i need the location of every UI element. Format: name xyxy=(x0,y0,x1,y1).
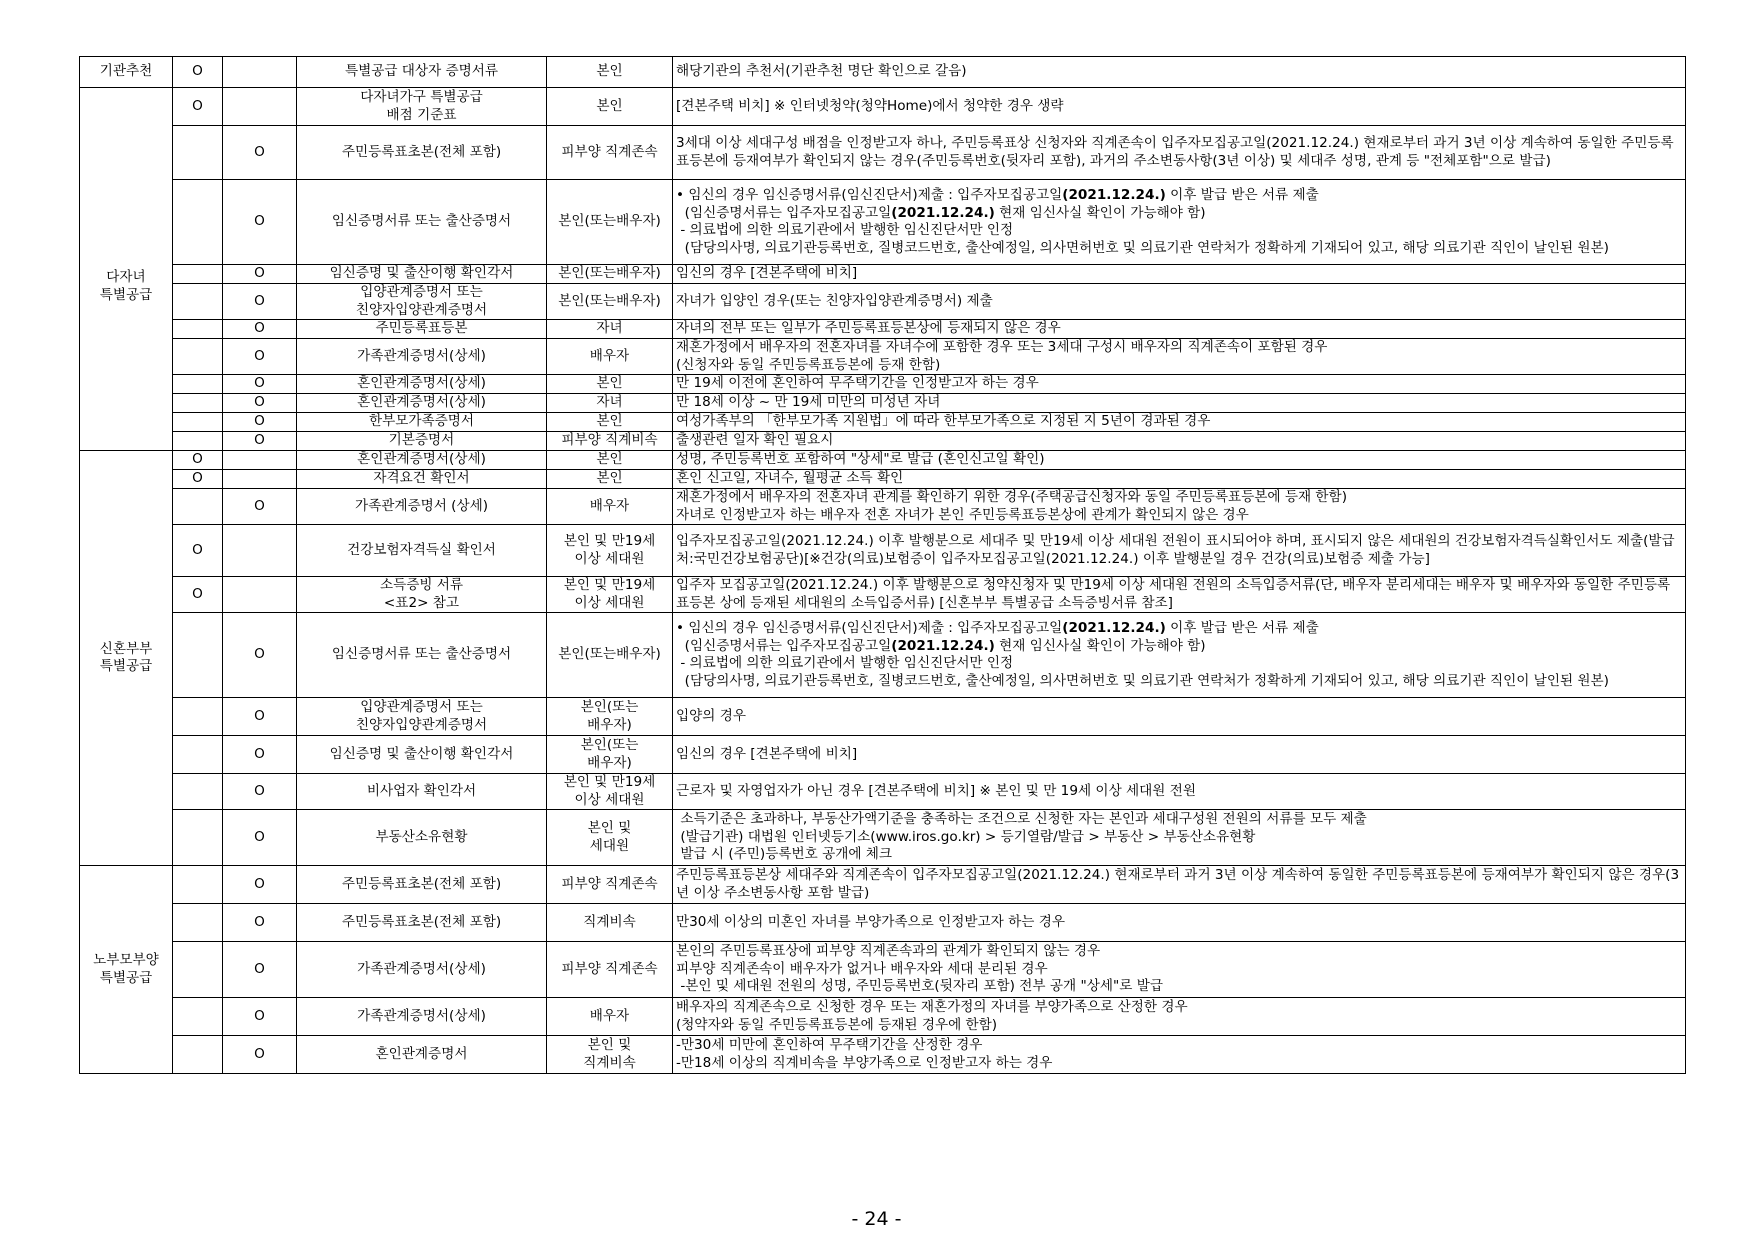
page-number: - 24 - xyxy=(851,1208,902,1230)
description: 자녀의 전부 또는 일부가 주민등록표등본상에 등재되지 않은 경우 xyxy=(673,320,1686,339)
mark-col1 xyxy=(173,413,223,432)
issue-target: 본인 xyxy=(547,470,673,489)
mark-col1: O xyxy=(173,525,223,577)
issue-target: 본인 xyxy=(547,375,673,394)
table-row xyxy=(80,413,1686,432)
mark-col1: O xyxy=(173,451,223,470)
document-name: 혼인관계증명서(상세) xyxy=(297,451,547,470)
mark-col2 xyxy=(223,470,297,489)
description: • 임신의 경우 임신증명서류(임신진단서)제출 : 입주자모집공고일(2021.12.24.) 이후 발급 받은 서류 제출 (임신증명서류는 입주자모집공고일(2021.12.24.) 현재 임신사실 확인이 가능해야 함) - 의료법에 의한 의료기관에서 발행한 임신진단서만 인정 (담당의사명, 의료기관등록번호, 질병코드번호, 출산예정일, 의사면허번호 및 의료기관 연락처가 정확하게 기재되어 있고, 해당 의료기관 직인이 날인된 원본) xyxy=(673,613,1686,698)
mark-col2: O xyxy=(223,320,297,339)
document-name: 주민등록표초본(전체 포함) xyxy=(297,866,547,904)
mark-col1 xyxy=(173,613,223,698)
issue-target: 본인(또는 배우자) xyxy=(547,736,673,774)
document-table-container xyxy=(79,56,1685,1074)
description: 3세대 이상 세대구성 배점을 인정받고자 하나, 주민등록표상 신청자와 직계존속이 입주자모집공고일(2021.12.24.) 현재로부터 과거 3년 이상 계속하여 동일한 주민등록표등본에 등재여부가 확인되지 않는 경우(주민등록번호(뒷자리 포함), 과거의 주소변동사항(3년 이상) 및 세대주 성명, 관계 등 "전체포함"으로 발급) xyxy=(673,126,1686,180)
mark-col1: O xyxy=(173,88,223,126)
description: 출생관련 일자 확인 필요시 xyxy=(673,432,1686,451)
mark-col1 xyxy=(173,284,223,320)
document-name: 가족관계증명서(상세) xyxy=(297,942,547,998)
table-row xyxy=(80,810,1686,866)
issue-target: 본인(또는배우자) xyxy=(547,180,673,265)
document-name: 주민등록표등본 xyxy=(297,320,547,339)
mark-col1 xyxy=(173,866,223,904)
issue-target: 본인(또는 배우자) xyxy=(547,698,673,736)
category-cell: 신혼부부 특별공급 xyxy=(80,451,173,866)
mark-col1 xyxy=(173,432,223,451)
issue-target: 본인(또는배우자) xyxy=(547,284,673,320)
issue-target: 피부양 직계존속 xyxy=(547,866,673,904)
mark-col1: O xyxy=(173,470,223,489)
description: 성명, 주민등록번호 포함하여 "상세"로 발급 (혼인신고일 확인) xyxy=(673,451,1686,470)
description: 혼인 신고일, 자녀수, 월평균 소득 확인 xyxy=(673,470,1686,489)
table-row xyxy=(80,1036,1686,1074)
description: 입주자 모집공고일(2021.12.24.) 이후 발행분으로 청약신청자 및 만19세 이상 세대원 전원의 소득입증서류(단, 배우자 분리세대는 배우자 및 배우자와 동일한 주민등록표등본 상에 등재된 세대원의 소득입증서류) [신혼부부 특별공급 소득증빙서류 참조] xyxy=(673,577,1686,613)
table-row xyxy=(80,320,1686,339)
category-cell: 기관추천 xyxy=(80,57,173,88)
issue-target: 본인 및 만19세 이상 세대원 xyxy=(547,525,673,577)
mark-col2: O xyxy=(223,866,297,904)
issue-target: 본인 xyxy=(547,57,673,88)
mark-col1 xyxy=(173,698,223,736)
description: 입주자모집공고일(2021.12.24.) 이후 발행분으로 세대주 및 만19세 이상 세대원 전원이 표시되어야 하며, 표시되지 않은 세대원의 건강보험자격득실확인서도 제출(발급처:국민건강보험공단)[※건강(의료)보험증이 입주자모집공고일(2021.12.24.) 이후 발행분일 경우 건강(의료)보험증 제출 가능] xyxy=(673,525,1686,577)
description: 해당기관의 추천서(기관추천 명단 확인으로 갈음) xyxy=(673,57,1686,88)
table-row xyxy=(80,284,1686,320)
mark-col2 xyxy=(223,451,297,470)
mark-col1 xyxy=(173,810,223,866)
table-row xyxy=(80,525,1686,577)
mark-col2: O xyxy=(223,774,297,810)
issue-target: 자녀 xyxy=(547,394,673,413)
description: 임신의 경우 [견본주택에 비치] xyxy=(673,736,1686,774)
mark-col1 xyxy=(173,180,223,265)
mark-col2: O xyxy=(223,810,297,866)
table-row xyxy=(80,451,1686,470)
issue-target: 피부양 직계존속 xyxy=(547,942,673,998)
table-row xyxy=(80,613,1686,698)
mark-col2: O xyxy=(223,998,297,1036)
mark-col2 xyxy=(223,57,297,88)
description: 재혼가정에서 배우자의 전혼자녀 관계를 확인하기 위한 경우(주택공급신청자와 동일 주민등록표등본에 등재 한함) 자녀로 인정받고자 하는 배우자 전혼 자녀가 본인 주민등록표등본상에 관계가 확인되지 않은 경우 xyxy=(673,489,1686,525)
mark-col1: O xyxy=(173,57,223,88)
required-documents-table xyxy=(79,56,1686,1074)
mark-col1 xyxy=(173,339,223,375)
mark-col2: O xyxy=(223,265,297,284)
document-name: 가족관계증명서 (상세) xyxy=(297,489,547,525)
category-cell: 노부모부양 특별공급 xyxy=(80,866,173,1074)
issue-target: 배우자 xyxy=(547,489,673,525)
table-row xyxy=(80,998,1686,1036)
table-row xyxy=(80,57,1686,88)
table-body xyxy=(80,57,1686,1074)
issue-target: 본인 및 세대원 xyxy=(547,810,673,866)
mark-col2: O xyxy=(223,394,297,413)
description: 자녀가 입양인 경우(또는 친양자입양관계증명서) 제출 xyxy=(673,284,1686,320)
mark-col1 xyxy=(173,998,223,1036)
table-row xyxy=(80,489,1686,525)
table-row xyxy=(80,470,1686,489)
description: 만30세 이상의 미혼인 자녀를 부양가족으로 인정받고자 하는 경우 xyxy=(673,904,1686,942)
mark-col1 xyxy=(173,1036,223,1074)
mark-col2: O xyxy=(223,126,297,180)
table-row xyxy=(80,180,1686,265)
mark-col1 xyxy=(173,265,223,284)
category-cell: 다자녀 특별공급 xyxy=(80,88,173,451)
mark-col2: O xyxy=(223,736,297,774)
document-name: 주민등록표초본(전체 포함) xyxy=(297,904,547,942)
document-name: 임신증명 및 출산이행 확인각서 xyxy=(297,736,547,774)
table-row xyxy=(80,88,1686,126)
table-row xyxy=(80,432,1686,451)
mark-col1 xyxy=(173,904,223,942)
document-name: 비사업자 확인각서 xyxy=(297,774,547,810)
document-name: 주민등록표초본(전체 포함) xyxy=(297,126,547,180)
mark-col2 xyxy=(223,525,297,577)
document-name: 혼인관계증명서(상세) xyxy=(297,375,547,394)
issue-target: 본인 및 만19세 이상 세대원 xyxy=(547,577,673,613)
issue-target: 본인(또는배우자) xyxy=(547,613,673,698)
document-name: 다자녀가구 특별공급 배점 기준표 xyxy=(297,88,547,126)
description: • 임신의 경우 임신증명서류(임신진단서)제출 : 입주자모집공고일(2021.12.24.) 이후 발급 받은 서류 제출 (임신증명서류는 입주자모집공고일(2021.12.24.) 현재 임신사실 확인이 가능해야 함) - 의료법에 의한 의료기관에서 발행한 임신진단서만 인정 (담당의사명, 의료기관등록번호, 질병코드번호, 출산예정일, 의사면허번호 및 의료기관 연락처가 정확하게 기재되어 있고, 해당 의료기관 직인이 날인된 원본) xyxy=(673,180,1686,265)
mark-col1 xyxy=(173,126,223,180)
issue-target: 본인 및 직계비속 xyxy=(547,1036,673,1074)
document-name: 한부모가족증명서 xyxy=(297,413,547,432)
table-row xyxy=(80,375,1686,394)
issue-target: 직계비속 xyxy=(547,904,673,942)
issue-target: 배우자 xyxy=(547,339,673,375)
table-row xyxy=(80,126,1686,180)
document-name: 부동산소유현황 xyxy=(297,810,547,866)
mark-col2: O xyxy=(223,284,297,320)
issue-target: 본인(또는배우자) xyxy=(547,265,673,284)
description: 주민등록표등본상 세대주와 직계존속이 입주자모집공고일(2021.12.24.) 현재로부터 과거 3년 이상 계속하여 동일한 주민등록표등본에 등재여부가 확인되지 않은 경우(3년 이상 주소변동사항 포함 발급) xyxy=(673,866,1686,904)
mark-col1 xyxy=(173,394,223,413)
issue-target: 본인 및 만19세 이상 세대원 xyxy=(547,774,673,810)
issue-target: 본인 xyxy=(547,413,673,432)
description: 배우자의 직계존속으로 신청한 경우 또는 재혼가정의 자녀를 부양가족으로 산정한 경우 (청약자와 동일 주민등록표등본에 등재된 경우에 한함) xyxy=(673,998,1686,1036)
table-row xyxy=(80,866,1686,904)
mark-col1 xyxy=(173,320,223,339)
mark-col1 xyxy=(173,375,223,394)
issue-target: 피부양 직계존속 xyxy=(547,126,673,180)
mark-col2: O xyxy=(223,942,297,998)
table-row xyxy=(80,942,1686,998)
mark-col2 xyxy=(223,577,297,613)
table-row xyxy=(80,736,1686,774)
description: [견본주택 비치] ※ 인터넷청약(청약Home)에서 청약한 경우 생략 xyxy=(673,88,1686,126)
table-row xyxy=(80,577,1686,613)
document-name: 건강보험자격득실 확인서 xyxy=(297,525,547,577)
description: 만 19세 이전에 혼인하여 무주택기간을 인정받고자 하는 경우 xyxy=(673,375,1686,394)
description: 만 18세 이상 ~ 만 19세 미만의 미성년 자녀 xyxy=(673,394,1686,413)
document-name: 혼인관계증명서(상세) xyxy=(297,394,547,413)
document-name: 혼인관계증명서 xyxy=(297,1036,547,1074)
table-row xyxy=(80,339,1686,375)
document-name: 기본증명서 xyxy=(297,432,547,451)
document-name: 자격요건 확인서 xyxy=(297,470,547,489)
description: 근로자 및 자영업자가 아닌 경우 [견본주택에 비치] ※ 본인 및 만 19세 이상 세대원 전원 xyxy=(673,774,1686,810)
mark-col2: O xyxy=(223,375,297,394)
mark-col2: O xyxy=(223,413,297,432)
issue-target: 배우자 xyxy=(547,998,673,1036)
issue-target: 본인 xyxy=(547,88,673,126)
document-name: 특별공급 대상자 증명서류 xyxy=(297,57,547,88)
description: 본인의 주민등록표상에 피부양 직계존속과의 관계가 확인되지 않는 경우 피부양 직계존속이 배우자가 없거나 배우자와 세대 분리된 경우 -본인 및 세대원 전원의 성명, 주민등록번호(뒷자리 포함) 전부 공개 "상세"로 발급 xyxy=(673,942,1686,998)
document-name: 입양관계증명서 또는 친양자입양관계증명서 xyxy=(297,284,547,320)
issue-target: 본인 xyxy=(547,451,673,470)
document-name: 임신증명서류 또는 출산증명서 xyxy=(297,180,547,265)
mark-col2: O xyxy=(223,698,297,736)
mark-col2: O xyxy=(223,489,297,525)
document-name: 임신증명서류 또는 출산증명서 xyxy=(297,613,547,698)
mark-col1: O xyxy=(173,577,223,613)
mark-col1 xyxy=(173,489,223,525)
mark-col1 xyxy=(173,774,223,810)
table-row xyxy=(80,698,1686,736)
mark-col2 xyxy=(223,88,297,126)
mark-col2: O xyxy=(223,432,297,451)
mark-col2: O xyxy=(223,339,297,375)
mark-col2: O xyxy=(223,904,297,942)
description: 소득기준은 초과하나, 부동산가액기준을 충족하는 조건으로 신청한 자는 본인과 세대구성원 전원의 서류를 모두 제출 (발급기관) 대법원 인터넷등기소(www.iros.go.kr) > 등기열람/발급 > 부동산 > 부동산소유현황 발급 시 (주민)등록번호 공개에 체크 xyxy=(673,810,1686,866)
table-row xyxy=(80,394,1686,413)
mark-col2: O xyxy=(223,1036,297,1074)
table-row xyxy=(80,265,1686,284)
mark-col2: O xyxy=(223,613,297,698)
mark-col2: O xyxy=(223,180,297,265)
document-name: 입양관계증명서 또는 친양자입양관계증명서 xyxy=(297,698,547,736)
document-name: 소득증빙 서류 <표2> 참고 xyxy=(297,577,547,613)
mark-col1 xyxy=(173,736,223,774)
description: 입양의 경우 xyxy=(673,698,1686,736)
mark-col1 xyxy=(173,942,223,998)
document-name: 임신증명 및 출산이행 확인각서 xyxy=(297,265,547,284)
table-row xyxy=(80,774,1686,810)
document-name: 가족관계증명서(상세) xyxy=(297,998,547,1036)
description: 임신의 경우 [견본주택에 비치] xyxy=(673,265,1686,284)
document-name: 가족관계증명서(상세) xyxy=(297,339,547,375)
description: 여성가족부의 「한부모가족 지원법」에 따라 한부모가족으로 지정된 지 5년이 경과된 경우 xyxy=(673,413,1686,432)
description: 재혼가정에서 배우자의 전혼자녀를 자녀수에 포함한 경우 또는 3세대 구성시 배우자의 직계존속이 포함된 경우 (신청자와 동일 주민등록표등본에 등재 한함) xyxy=(673,339,1686,375)
issue-target: 피부양 직계비속 xyxy=(547,432,673,451)
table-row xyxy=(80,904,1686,942)
issue-target: 자녀 xyxy=(547,320,673,339)
description: -만30세 미만에 혼인하여 무주택기간을 산정한 경우 -만18세 이상의 직계비속을 부양가족으로 인정받고자 하는 경우 xyxy=(673,1036,1686,1074)
